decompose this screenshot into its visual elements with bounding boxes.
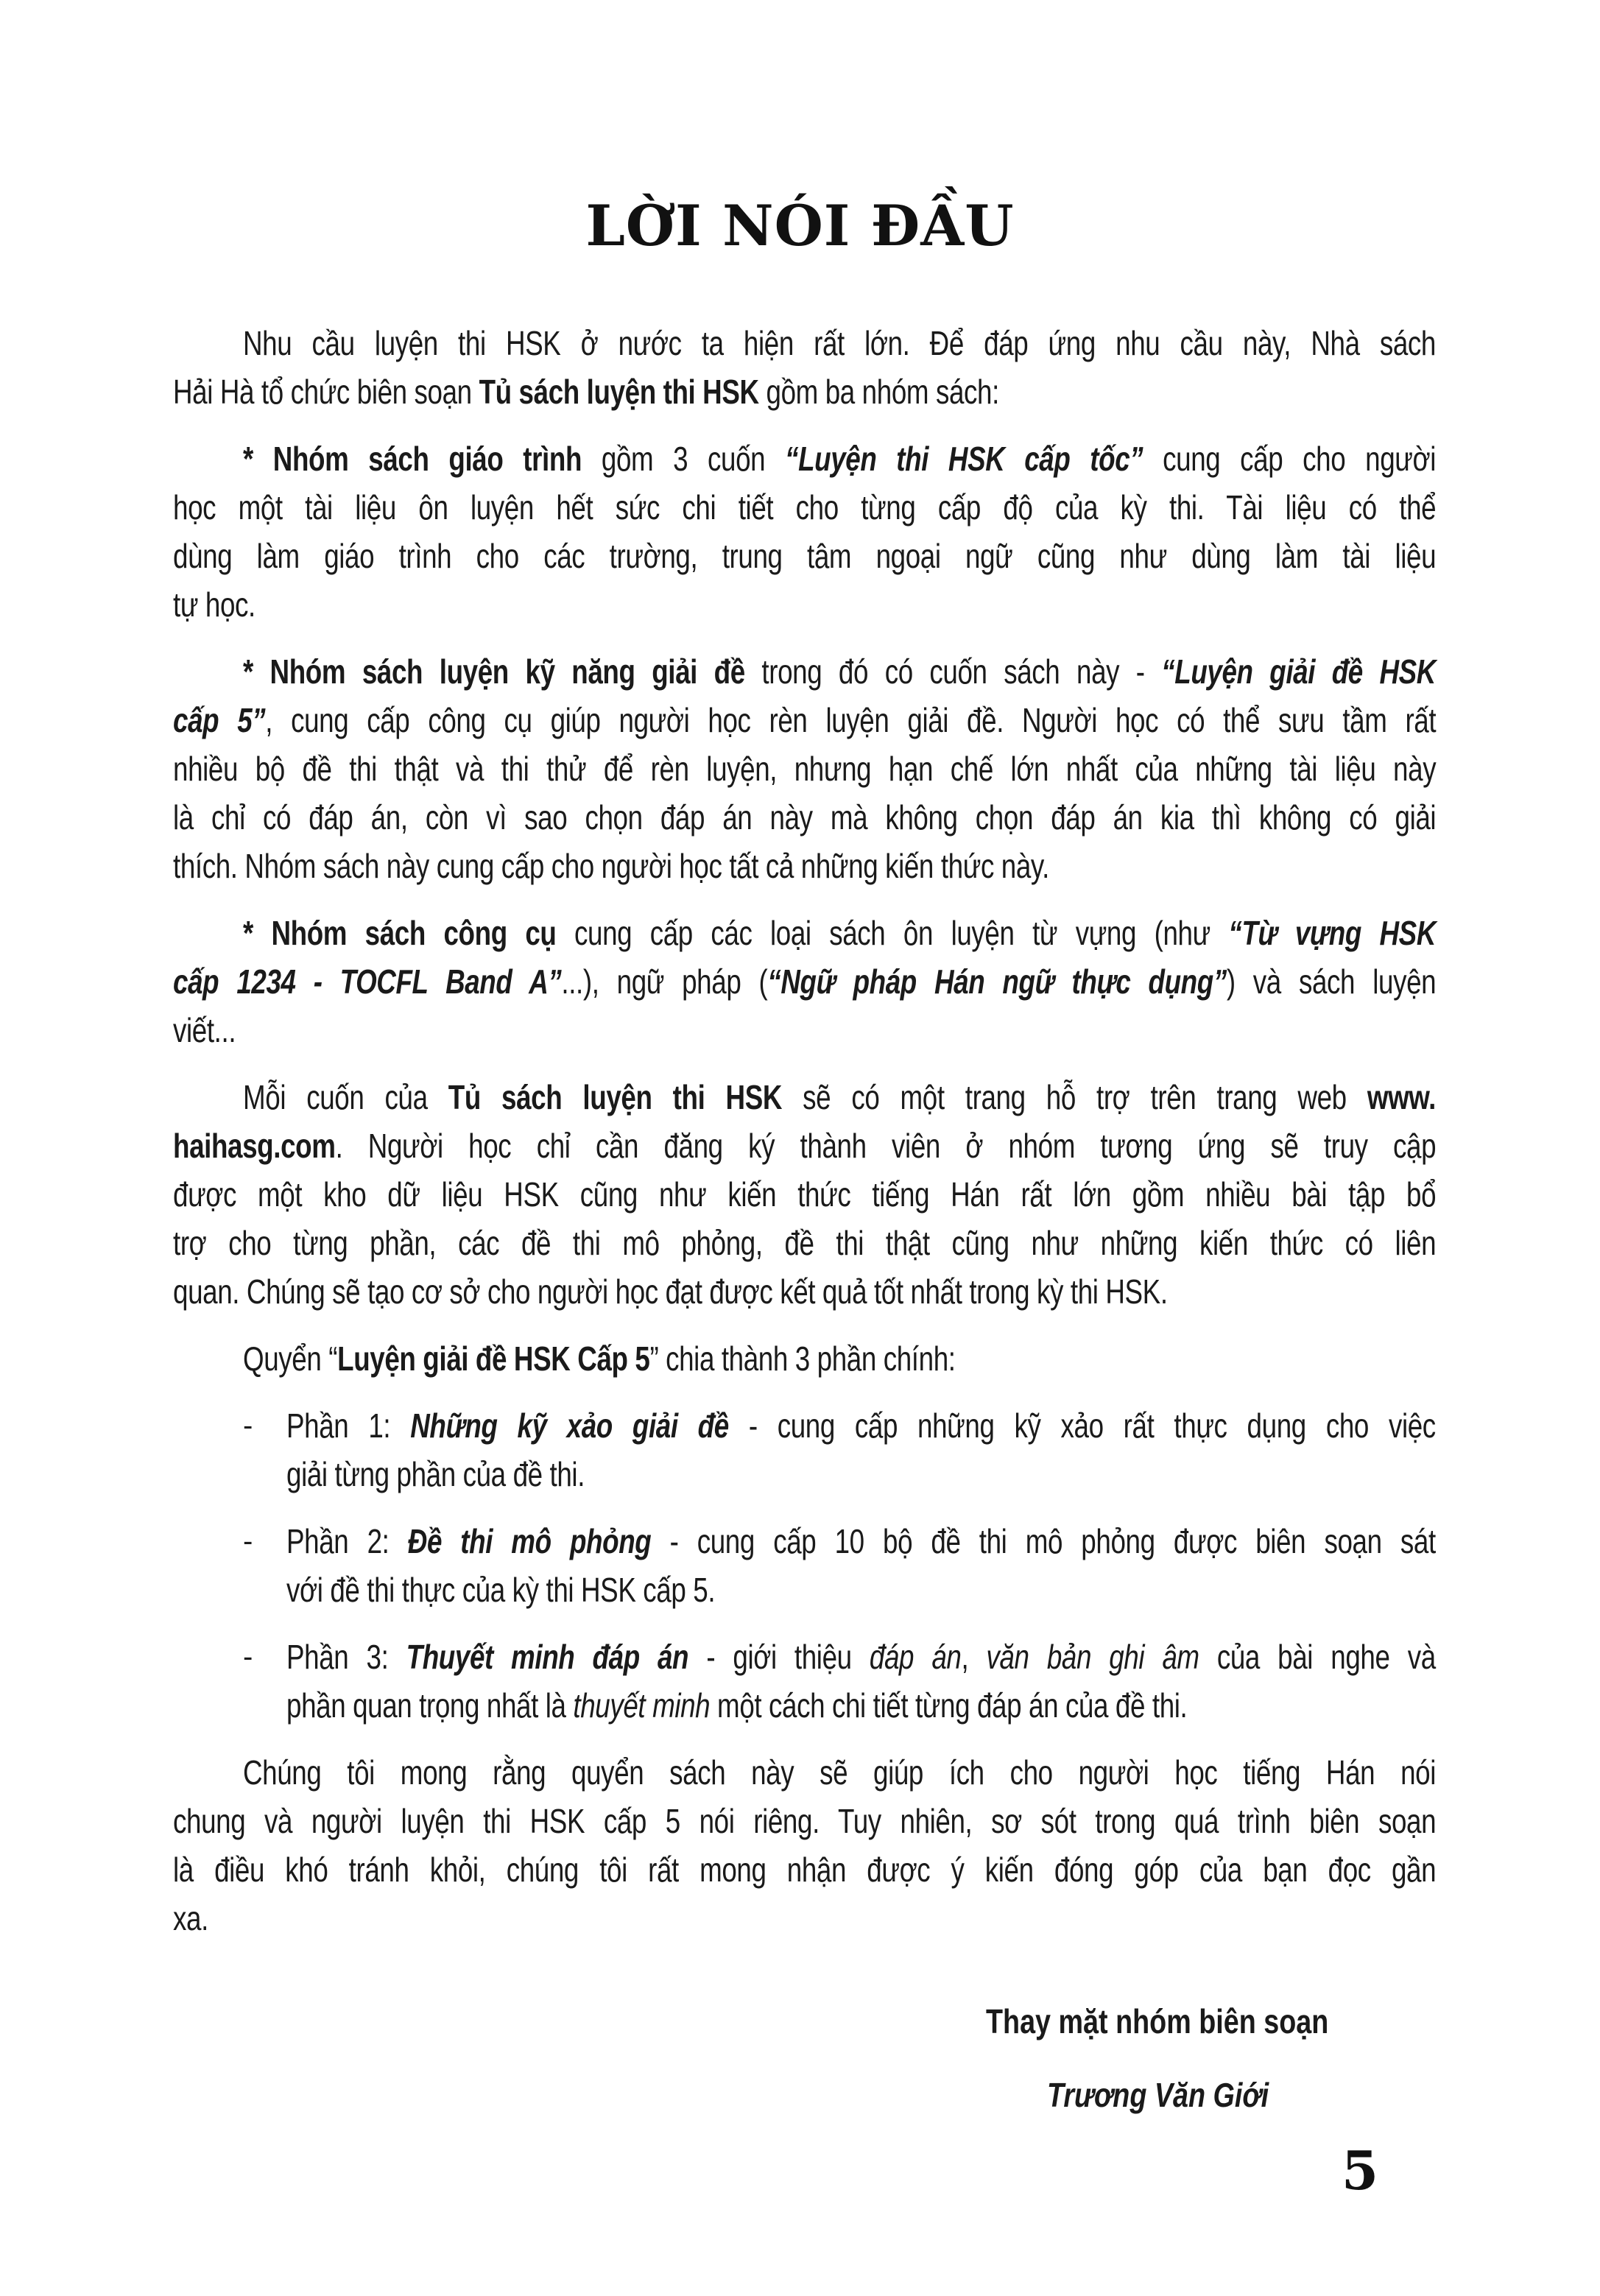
text-run: Phần 2: (286, 1522, 408, 1560)
text-line (173, 1006, 1436, 1054)
signature-role: Thay mặt nhóm biên soạn (986, 2002, 1329, 2040)
text-line (173, 1797, 1436, 1845)
emphasized-text: Những kỹ xảo giải đề (410, 1406, 729, 1445)
page-number: 5 (1342, 2139, 1379, 2202)
text-run: cung cấp cho người (1143, 440, 1437, 478)
text-line (173, 532, 1436, 580)
list-dash: - (243, 1641, 253, 1673)
text-run: trợ cho từng phần, các đề thi mô phỏng, đề thi thật cũng như những kiến thức có liên (173, 1224, 1437, 1262)
text-run: , (961, 1638, 987, 1676)
text-run: với đề thi thực của kỳ thi HSK cấp 5. (286, 1571, 716, 1609)
paragraph (173, 434, 1436, 629)
text-line (243, 909, 1436, 957)
paragraph (173, 909, 1436, 1054)
list-dash: - (243, 1409, 253, 1442)
text-run: . Người học chỉ cần đăng ký thành viên ở nhóm tương ứng sẽ truy cập (335, 1127, 1437, 1165)
text-line (243, 1073, 1436, 1121)
text-run: xa. (173, 1899, 208, 1937)
text-run: , cung cấp công cụ giúp người học rèn luyện giải đề. Người học có thể sưu tầm rất (265, 701, 1437, 739)
paragraph (173, 647, 1436, 890)
text-line (173, 367, 1436, 416)
emphasized-text: cấp 1234 - TOCFL Band A” (173, 962, 562, 1001)
list-item (173, 1633, 1436, 1730)
emphasized-text: * Nhóm sách công cụ (243, 914, 557, 952)
emphasized-text: “Luyện thi HSK cấp tốc” (785, 440, 1143, 478)
paragraph (173, 1334, 1436, 1383)
text-run: là chỉ có đáp án, còn vì sao chọn đáp án này mà không chọn đáp án kia thì không có giải (173, 798, 1437, 837)
emphasized-text: * Nhóm sách giáo trình (243, 440, 582, 478)
text-line (173, 1121, 1436, 1170)
text-run: trong đó có cuốn sách này - (744, 652, 1162, 691)
emphasized-text: Thuyết minh đáp án (406, 1638, 689, 1676)
text-line (286, 1633, 1436, 1681)
text-line (243, 434, 1436, 483)
list-item (173, 1401, 1436, 1499)
emphasized-text: Tủ sách luyện thi HSK (479, 373, 759, 411)
text-line (173, 957, 1436, 1006)
text-run: là điều khó tránh khỏi, chúng tôi rất mong nhận được ý kiến đóng góp của bạn đọc gần (173, 1850, 1437, 1889)
emphasized-text: “Từ vựng HSK (1228, 914, 1436, 952)
text-run: tự học. (173, 585, 255, 624)
emphasized-text: * Nhóm sách luyện kỹ năng giải đề (243, 652, 745, 691)
text-line (173, 1170, 1436, 1219)
text-run: ...), ngữ pháp ( (561, 962, 768, 1001)
page-title: LỜI NÓI ĐẦU (585, 193, 1015, 258)
text-run: một cách chi tiết từng đáp án của đề thi. (710, 1686, 1188, 1725)
signature-name: Trương Văn Giới (1047, 2076, 1269, 2114)
text-line (173, 696, 1436, 744)
text-line (173, 483, 1436, 532)
text-run: nhiều bộ đề thi thật và thi thử để rèn luyện, nhưng hạn chế lớn nhất của những tài liệu này (173, 750, 1437, 788)
text-run: gồm ba nhóm sách: (758, 373, 999, 411)
text-run: dùng làm giáo trình cho các trường, trung tâm ngoại ngữ cũng như dùng làm tài liệu (173, 537, 1437, 575)
text-line (243, 647, 1436, 696)
emphasized-text: văn bản ghi âm (986, 1638, 1199, 1676)
emphasized-text: Đề thi mô phỏng (407, 1522, 652, 1560)
text-line (173, 1894, 1436, 1943)
text-run: ) và sách luyện (1226, 962, 1437, 1001)
text-run: học một tài liệu ôn luyện hết sức chi tiết cho từng cấp độ của kỳ thi. Tài liệu có thể (173, 488, 1437, 527)
text-line (173, 842, 1436, 890)
text-run: Phần 1: (286, 1406, 411, 1445)
text-line (286, 1517, 1436, 1566)
text-run: của bài nghe và (1199, 1638, 1436, 1676)
text-run: Phần 3: (286, 1638, 406, 1676)
text-run: quan. Chúng sẽ tạo cơ sở cho người học đạt được kết quả tốt nhất trong kỳ thi HSK. (173, 1272, 1168, 1311)
paragraph (173, 319, 1436, 416)
text-line (243, 319, 1436, 367)
text-run: Mỗi cuốn của (243, 1078, 448, 1116)
document-body (173, 319, 1436, 1961)
emphasized-text: cấp 5” (173, 701, 266, 739)
text-run: cung cấp các loại sách ôn luyện từ vựng (như (556, 914, 1229, 952)
text-run: sẽ có một trang hỗ trợ trên trang web (782, 1078, 1367, 1116)
text-run: - cung cấp 10 bộ đề thi mô phỏng được biên soạn sát (651, 1522, 1436, 1560)
text-run: được một kho dữ liệu HSK cũng như kiến thức tiếng Hán rất lớn gồm nhiều bài tập bổ (173, 1175, 1437, 1214)
text-line (173, 793, 1436, 842)
text-run: - cung cấp những kỹ xảo rất thực dụng cho việc (728, 1406, 1436, 1445)
text-run: viết... (173, 1011, 236, 1049)
paragraph (173, 1748, 1436, 1943)
text-line (173, 580, 1436, 629)
text-line (173, 1267, 1436, 1316)
list-item (173, 1517, 1436, 1614)
text-run: Nhu cầu luyện thi HSK ở nước ta hiện rất lớn. Để đáp ứng nhu cầu này, Nhà sách (243, 324, 1436, 362)
emphasized-text: Luyện giải đề HSK Cấp 5 (337, 1339, 650, 1378)
text-run: Chúng tôi mong rằng quyển sách này sẽ giúp ích cho người học tiếng Hán nói (243, 1753, 1436, 1792)
text-run: ” chia thành 3 phần chính: (649, 1339, 956, 1378)
text-line (173, 1845, 1436, 1894)
list-dash: - (243, 1525, 253, 1557)
text-line (286, 1401, 1436, 1450)
text-line (243, 1334, 1436, 1383)
text-line (173, 1219, 1436, 1267)
paragraph (173, 1073, 1436, 1316)
emphasized-text: “Luyện giải đề HSK (1161, 652, 1436, 691)
emphasized-text: “Ngữ pháp Hán ngữ thực dụng” (767, 962, 1227, 1001)
text-run: giải từng phần của đề thi. (286, 1455, 585, 1493)
text-run: thích. Nhóm sách này cung cấp cho người học tất cả những kiến thức này. (173, 847, 1049, 885)
text-run: gồm 3 cuốn (582, 440, 786, 478)
emphasized-text: Tủ sách luyện thi HSK (448, 1078, 783, 1116)
text-run: Hải Hà tổ chức biên soạn (173, 373, 479, 411)
text-run: - giới thiệu (688, 1638, 870, 1676)
text-run: chung và người luyện thi HSK cấp 5 nói riêng. Tuy nhiên, sơ sót trong quá trình biên soạn (173, 1802, 1437, 1840)
text-run: phần quan trọng nhất là (286, 1686, 574, 1725)
emphasized-text: www. (1367, 1078, 1436, 1116)
text-line (243, 1748, 1436, 1797)
text-line (173, 744, 1436, 793)
text-line (286, 1450, 1436, 1499)
text-line (286, 1681, 1436, 1730)
emphasized-text: thuyết minh (573, 1686, 711, 1725)
text-line (286, 1566, 1436, 1614)
emphasized-text: haihasg.com (173, 1127, 336, 1165)
text-run: Quyển “ (243, 1339, 338, 1378)
emphasized-text: đáp án (869, 1638, 962, 1676)
